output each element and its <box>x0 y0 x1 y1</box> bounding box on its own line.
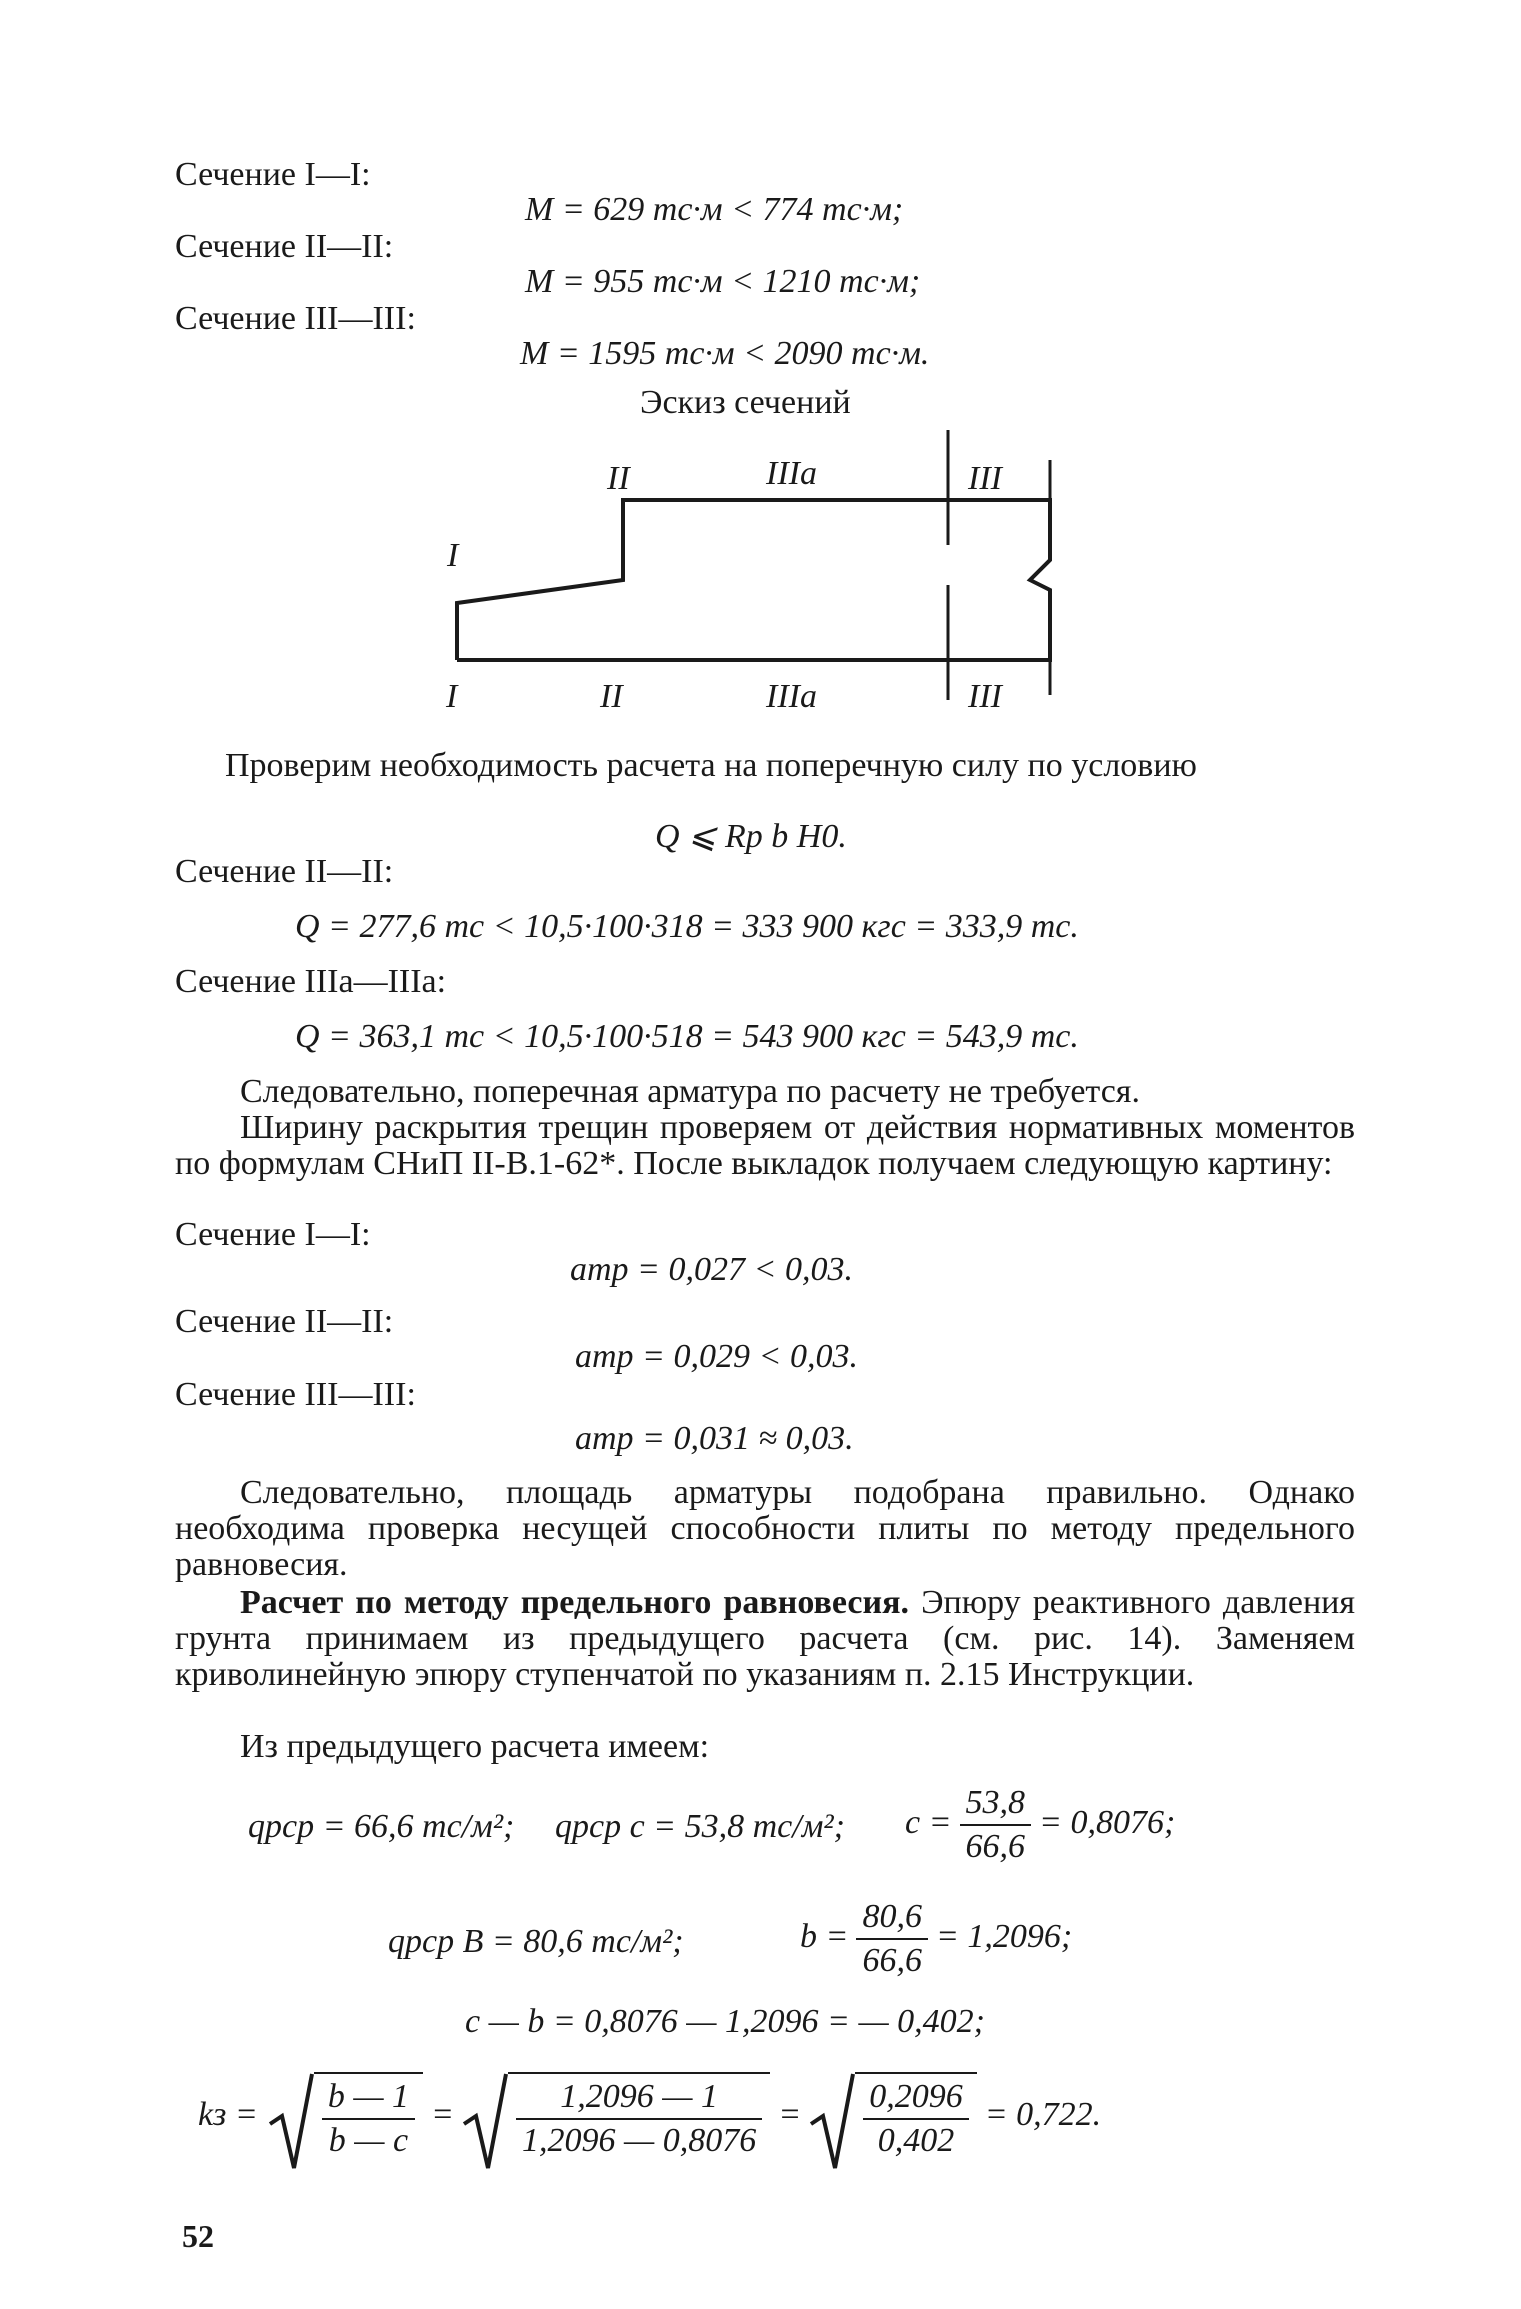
formula-c-lhs: c = <box>905 1803 952 1841</box>
crack-eq-3: aтр = 0,031 ≈ 0,03. <box>575 1420 854 1457</box>
k-num-1: b — 1 <box>322 2080 415 2120</box>
sqrt-1 <box>268 2072 423 2158</box>
formula-c <box>905 1786 1175 1864</box>
crack-section-label-2: Сечение II—II: <box>175 1303 394 1340</box>
formula-q-c: qрср c = 53,8 тс/м²; <box>555 1808 845 1845</box>
sqrt-3 <box>809 2072 977 2158</box>
formula-c-den: 66,6 <box>965 1828 1026 1865</box>
shear-eq-3a: Q = 363,1 тс < 10,5·100·518 = 543 900 кгс = 543,9 тс. <box>295 1018 1079 1055</box>
shear-section-label-3a: Сечение IIIa—IIIa: <box>175 963 447 1000</box>
shear-section-label-2: Сечение II—II: <box>175 853 394 890</box>
conclusion-p3: Из предыдущего расчета имеем: <box>240 1728 710 1765</box>
formula-q-b: qрср B = 80,6 тс/м²; <box>388 1923 684 1960</box>
moment-eq-1: M = 629 тс·м < 774 тс·м; <box>525 191 904 228</box>
radical-sign-icon <box>268 2072 314 2172</box>
formula-c-num: 53,8 <box>960 1786 1032 1826</box>
crack-eq-2: aтр = 0,029 < 0,03. <box>575 1338 858 1375</box>
crack-p2: Ширину раскрытия трещин проверяем от действия нормативных моментов по формулам СНиП II-В.1-62*. После выкладок получаем следующую картину: <box>175 1109 1355 1182</box>
moment-eq-2: M = 955 тс·м < 1210 тс·м; <box>525 263 921 300</box>
sketch-bottom-label-II: II <box>600 678 623 715</box>
sketch-left-label-I: I <box>447 537 459 574</box>
formula-k: kз = $\frac{b — 1}{b — c}$ = $\frac{1,2096 — 1}{1,2096 — 0,8076}$ = $\frac{0,2096}{0,402}$ = 0,722. <box>198 2060 1101 2170</box>
k-num-3: 0,2096 <box>863 2080 969 2120</box>
sketch-top-label-IIIa: IIIa <box>766 455 817 492</box>
formula-q-avg: qрср = 66,6 тс/м²; <box>248 1808 515 1845</box>
crack-section-label-3: Сечение III—III: <box>175 1376 416 1413</box>
k-den-1: b — c <box>328 2122 409 2159</box>
section-sketch <box>0 420 1521 750</box>
k-den-3: 0,402 <box>877 2122 955 2159</box>
page-number: 52 <box>182 2218 214 2254</box>
formula-b-lhs: b = <box>800 1917 849 1955</box>
crack-eq-1: aтр = 0,027 < 0,03. <box>570 1251 853 1288</box>
radical-sign-icon <box>809 2072 855 2172</box>
crack-p1: Следовательно, поперечная арматура по расчету не требуется. <box>240 1073 1140 1110</box>
shear-intro: Проверим необходимость расчета на поперечную силу по условию <box>225 747 1197 784</box>
k-den-2: 1,2096 — 0,8076 <box>522 2122 757 2159</box>
formula-b-den: 66,6 <box>862 1942 922 1979</box>
sketch-bottom-label-IIIa: IIIa <box>766 678 817 715</box>
crack-section-label-1: Сечение I—I: <box>175 1216 371 1253</box>
k-result: = 0,722. <box>984 2096 1102 2133</box>
formula-b-fraction <box>856 1900 928 1978</box>
sketch-bottom-label-I: I <box>446 678 458 715</box>
shear-condition: Q ⩽ Rp b H0. <box>655 818 847 855</box>
radical-sign-icon <box>462 2072 508 2172</box>
conclusion-p2 <box>175 1585 1355 1693</box>
formula-c-fraction <box>960 1786 1032 1864</box>
formula-k-lhs: kз = <box>198 2096 258 2133</box>
section-label-2: Сечение II—II: <box>175 228 394 265</box>
sqrt-2 <box>462 2072 770 2158</box>
k-num-2: 1,2096 — 1 <box>516 2080 762 2120</box>
section-label-1: Сечение I—I: <box>175 156 371 193</box>
shear-eq-2: Q = 277,6 тс < 10,5·100·318 = 333 900 кгс = 333,9 тс. <box>295 908 1079 945</box>
formula-c-rhs: = 0,8076; <box>1039 1803 1176 1841</box>
conclusion-p2-heading: Расчет по методу предельного равновесия. <box>240 1584 909 1621</box>
moment-eq-3: M = 1595 тс·м < 2090 тс·м. <box>520 335 930 372</box>
section-label-3: Сечение III—III: <box>175 300 416 337</box>
sketch-top-label-III: III <box>968 460 1002 497</box>
sketch-top-label-II: II <box>607 460 630 497</box>
sketch-bottom-label-III: III <box>968 678 1002 715</box>
formula-b <box>800 1900 1072 1978</box>
sketch-title: Эскиз сечений <box>640 384 851 421</box>
formula-b-rhs: = 1,2096; <box>935 1917 1073 1955</box>
conclusion-p2-body: Эпюру реактивного давления грунта принимаем из предыдущего расчета (см. рис. 14). Заменяем криволинейную эпюру ступенчатой по указаниям п. 2.15 Инструкции. <box>175 1584 1355 1693</box>
formula-c-minus-b: c — b = 0,8076 — 1,2096 = — 0,402; <box>465 2003 985 2040</box>
conclusion-p1: Следовательно, площадь арматуры подобрана правильно. Однако необходима проверка несущей способности плиты по методу предельного равновесия. <box>175 1474 1355 1583</box>
formula-b-num: 80,6 <box>856 1900 928 1940</box>
